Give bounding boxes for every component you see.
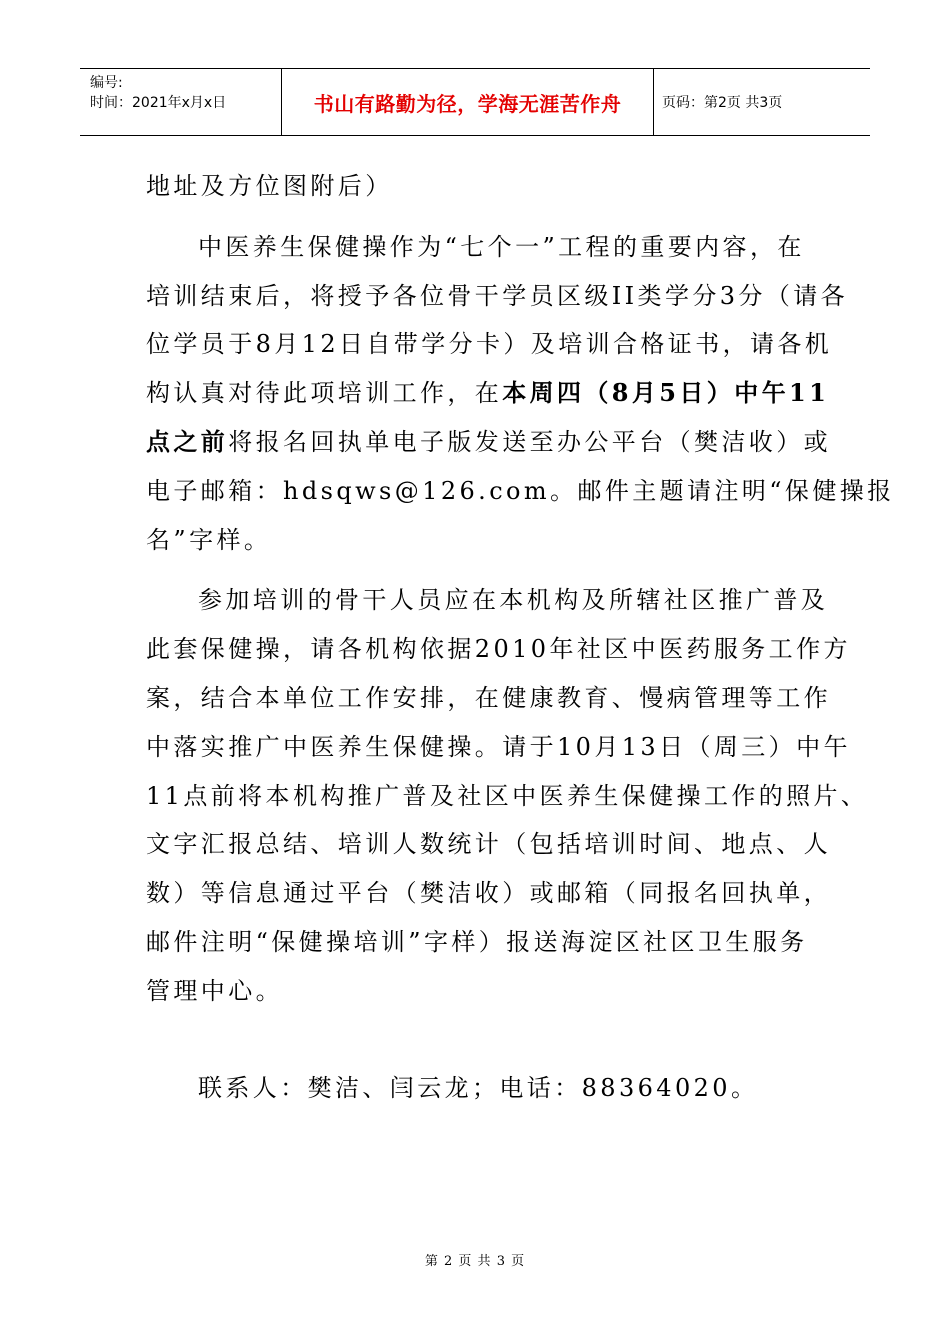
paragraph-3-line: 管理中心。: [146, 976, 283, 1005]
paragraph-2-line: 培训结束后，将授予各位骨干学员区级II类学分3分（请各: [146, 281, 849, 310]
paragraph-3-line: 11点前将本机构推广普及社区中医养生保健操工作的照片、: [146, 781, 869, 810]
paragraph-2-text: 构认真对待此项培训工作，在: [146, 379, 503, 408]
paragraph-3-line: 参加培训的骨干人员应在本机构及所辖社区推广普及: [198, 586, 829, 615]
paragraph-3-line: 此套保健操，请各机构依据2010年社区中医药服务工作方: [146, 635, 851, 664]
document-body: [146, 162, 895, 1112]
paragraph-3-line: 数）等信息通过平台（樊洁收）或邮箱（同报名回执单，: [146, 879, 831, 908]
paragraph-2-line: 位学员于8月12日自带学分卡）及培训合格证书，请各机: [146, 330, 833, 359]
contact-line: 联系人：樊洁、闫云龙；电话：88364020。: [198, 1073, 759, 1102]
paragraph-3-line: 邮件注明“保健操培训”字样）报送海淀区社区卫生服务: [146, 927, 808, 956]
paragraph-2-line: 中医养生保健操作为“七个一”工程的重要内容，在: [198, 232, 805, 261]
deadline-emphasis: 点之前: [146, 426, 229, 456]
paragraph-1-line: 地址及方位图附后）: [146, 172, 393, 200]
paragraph-2-line: 电子邮箱：hdsqws@126.com。邮件主题请注明“保健操报: [146, 476, 895, 505]
deadline-emphasis: 本周四（8月5日）中午11: [502, 378, 830, 408]
paragraph-3-line: 文字汇报总结、培训人数统计（包括培训时间、地点、人: [146, 830, 831, 859]
paragraph-3-line: 案，结合本单位工作安排，在健康教育、慢病管理等工作: [146, 683, 831, 712]
header-motto: 书山有路勤为径，学海无涯苦作舟: [282, 69, 654, 135]
page-footer: 第 2 页 共 3 页: [424, 1254, 526, 1269]
page-header: [80, 68, 870, 136]
document-number-label: 编号:: [90, 75, 123, 91]
paragraph-2-line: 名”字样。: [146, 525, 272, 554]
paragraph-3-line: 中落实推广中医养生保健操。请于10月13日（周三）中午: [146, 732, 851, 761]
paragraph-2-line: [146, 369, 836, 418]
paragraph-2-line: [146, 418, 836, 467]
header-meta: [80, 69, 282, 135]
paragraph-2-text: 将报名回执单电子版发送至办公平台（樊洁收）或: [228, 427, 832, 456]
header-page-info: 页码：第2页 共3页: [662, 95, 783, 111]
document-time-label: 时间：2021年x月x日: [90, 95, 227, 111]
